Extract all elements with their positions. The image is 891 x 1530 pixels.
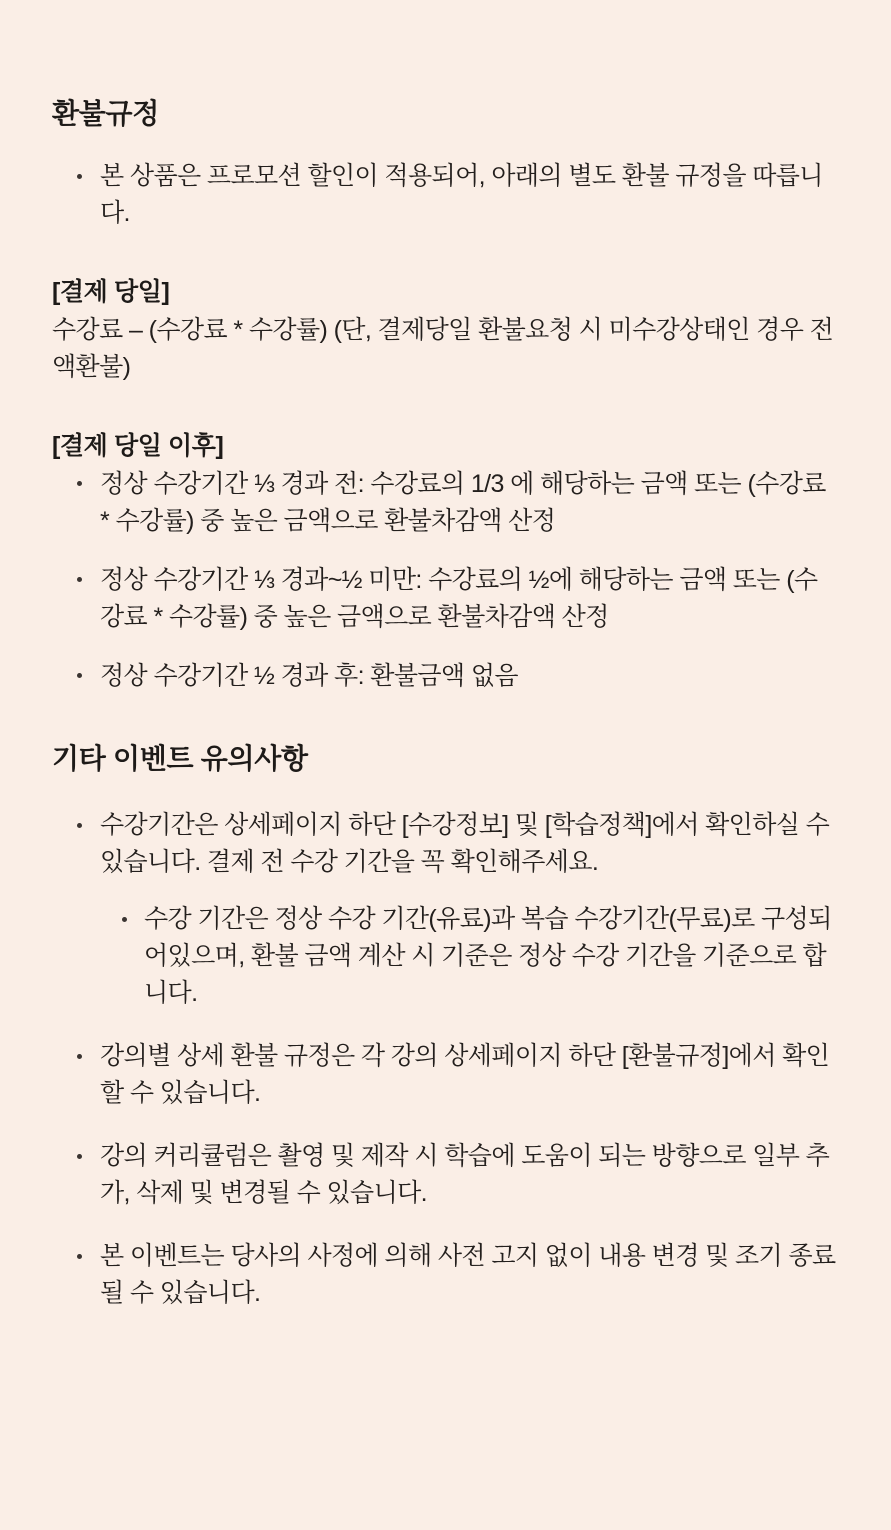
bullet-dot-icon bbox=[77, 673, 82, 678]
list-item-label: 정상 수강기간 ⅓ 경과~½ 미만: 수강료의 ½에 해당하는 금액 또는 (수강료 * 수강률) 중 높은 금액으로 환불차감액 산정 bbox=[100, 565, 818, 631]
event-notice-list bbox=[52, 807, 839, 1312]
list-item bbox=[52, 1038, 839, 1112]
list-item-label: 수강기간은 상세페이지 하단 [수강정보] 및 [학습정책]에서 확인하실 수 있습니다. 결제 전 수강 기간을 꼭 확인해주세요. bbox=[100, 811, 830, 877]
bullet-dot-icon bbox=[77, 174, 82, 179]
list-item bbox=[52, 1138, 839, 1212]
spacer bbox=[52, 232, 839, 276]
list-item-label: 수강 기간은 정상 수강 기간(유료)과 복습 수강기간(무료)로 구성되어있으며, 환불 금액 계산 시 기준은 정상 수강 기간을 기준으로 합니다. bbox=[144, 905, 832, 1008]
list-item-label: 강의별 상세 환불 규정은 각 강의 상세페이지 하단 [환불규정]에서 확인할 수 있습니다. bbox=[100, 1042, 830, 1108]
after-day-list bbox=[52, 466, 839, 695]
bullet-dot-icon bbox=[122, 917, 127, 922]
bullet-dot-icon bbox=[77, 823, 82, 828]
spacer bbox=[52, 386, 839, 430]
list-item bbox=[52, 807, 839, 1012]
after-day-label: [결제 당일 이후] bbox=[52, 432, 224, 461]
list-item bbox=[100, 901, 839, 1012]
list-item-label: 정상 수강기간 ⅓ 경과 전: 수강료의 1/3 에 해당하는 금액 또는 (수강료 * 수강률) 중 높은 금액으로 환불차감액 산정 bbox=[100, 469, 826, 535]
bullet-dot-icon bbox=[77, 577, 82, 582]
list-item-label: 본 이벤트는 당사의 사정에 의해 사전 고지 없이 내용 변경 및 조기 종료될 수 있습니다. bbox=[100, 1242, 836, 1308]
list-item bbox=[52, 158, 839, 232]
list-item-label: 강의 커리큘럼은 촬영 및 제작 시 학습에 도움이 되는 방향으로 일부 추가, 삭제 및 변경될 수 있습니다. bbox=[100, 1142, 830, 1208]
refund-policy-title: 환불규정 bbox=[52, 98, 159, 129]
refund-intro-list bbox=[52, 158, 839, 232]
list-item bbox=[52, 466, 839, 540]
list-item-label: 정상 수강기간 ½ 경과 후: 환불금액 없음 bbox=[100, 661, 518, 690]
list-item bbox=[52, 658, 839, 695]
same-day-text: 수강료 – (수강료 * 수강률) (단, 결제당일 환불요청 시 미수강상태인 경우 전액환불) bbox=[52, 316, 834, 382]
bullet-dot-icon bbox=[77, 1254, 82, 1259]
event-notice-sublist bbox=[100, 901, 839, 1012]
list-item-label: 본 상품은 프로모션 할인이 적용되어, 아래의 별도 환불 규정을 따릅니다. bbox=[100, 162, 823, 228]
bullet-dot-icon bbox=[77, 1054, 82, 1059]
bullet-dot-icon bbox=[77, 481, 82, 486]
list-item bbox=[52, 562, 839, 636]
same-day-label: [결제 당일] bbox=[52, 278, 170, 307]
event-notice-title: 기타 이벤트 유의사항 bbox=[52, 742, 308, 774]
bullet-dot-icon bbox=[77, 1154, 82, 1159]
list-item bbox=[52, 1238, 839, 1312]
